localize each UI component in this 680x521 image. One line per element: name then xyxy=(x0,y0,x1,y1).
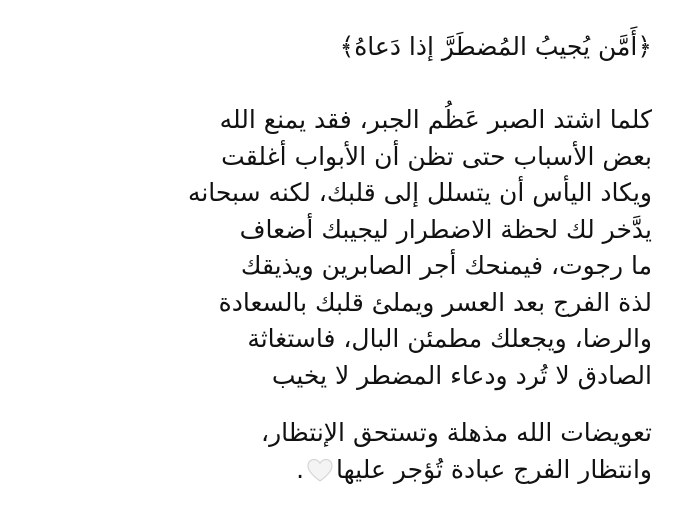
body-line: كلما اشتد الصبر عَظُم الجبر، فقد يمنع الله xyxy=(219,105,652,134)
closing-line: تعويضات الله مذهلة وتستحق الإنتظار، xyxy=(261,418,652,447)
closing-line-final xyxy=(24,452,652,489)
body-line: لذة الفرج بعد العسر ويملئ قلبك بالسعادة xyxy=(218,287,652,317)
body-paragraph xyxy=(24,102,652,394)
body-line: ما رجوت، فيمنحك أجر الصابرين ويذيقك xyxy=(240,251,652,280)
verse-title xyxy=(24,30,652,64)
verse-title-text: ﴿أَمَّن يُجيبُ المُضطَرَّ إذا دَعاهُ﴾ xyxy=(339,32,652,61)
body-line: ويكاد اليأس أن يتسلل إلى قلبك، لكنه سبحانه xyxy=(187,178,652,207)
closing-paragraph xyxy=(24,415,652,488)
body-line: والرضا، ويجعلك مطمئن البال، فاستغاثة xyxy=(247,324,652,353)
closing-line-text: وانتظار الفرج عبادة تُؤجر عليها xyxy=(336,454,652,484)
body-line: بعض الأسباب حتى تظن أن الأبواب أغلقت xyxy=(221,141,652,171)
closing-period: . xyxy=(296,454,305,484)
body-line: الصادق لا تُرد ودعاء المضطر لا يخيب xyxy=(271,360,652,390)
white-heart-icon xyxy=(306,457,334,483)
body-line: يدَّخر لك لحظة الاضطرار ليجيبك أضعاف xyxy=(239,214,652,244)
